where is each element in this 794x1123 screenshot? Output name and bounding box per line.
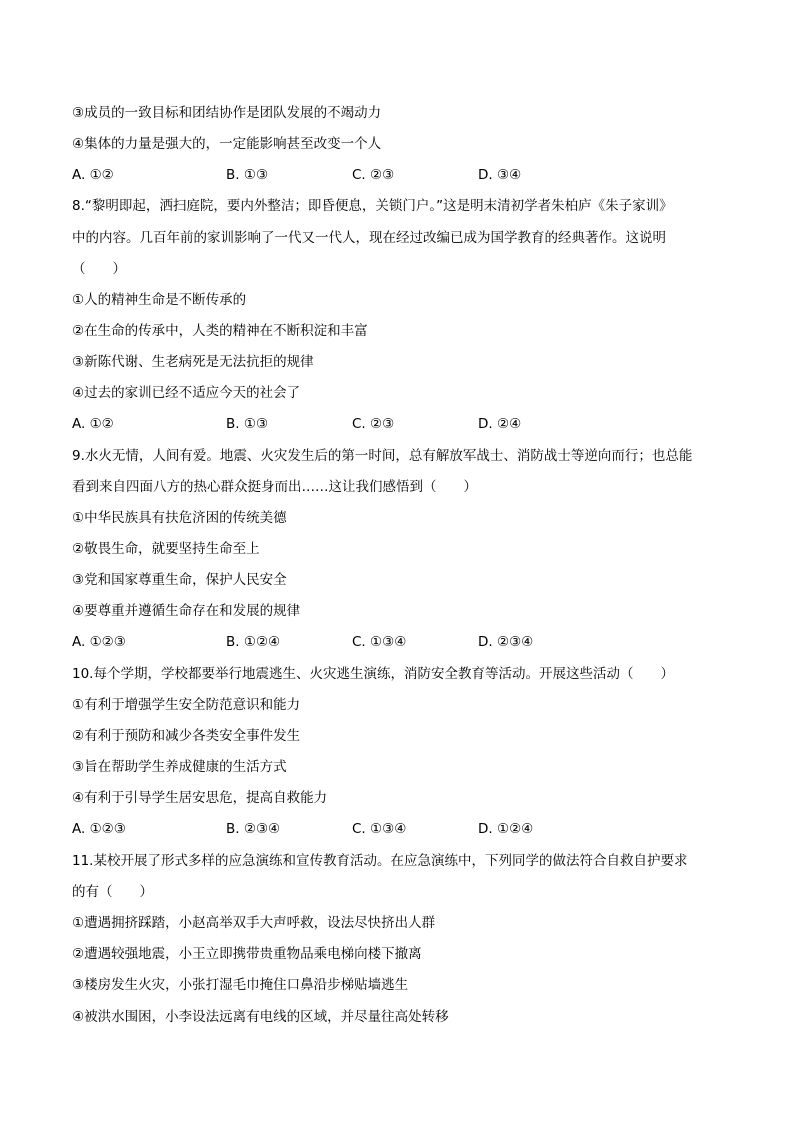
q11-stem-line1: 11.某校开展了形式多样的应急演练和宣传教育活动。在应急演练中，下列同学的做法符合自救自护要求	[72, 853, 688, 869]
q9-option-d[interactable]: D. ②③④	[478, 634, 534, 650]
q8-option-c[interactable]: C. ②③	[352, 416, 395, 432]
q7-item-4: ④集体的力量是强大的，一定能影响甚至改变一个人	[72, 136, 382, 152]
q8-stem-line2: 中的内容。几百年前的家训影响了一代又一代人，现在经过改编已成为国学教育的经典著作。这说明	[72, 230, 666, 246]
q7-option-b[interactable]: B. ①③	[226, 167, 269, 183]
q7-option-d[interactable]: D. ③④	[478, 167, 522, 183]
q11-item-4: ④被洪水围困，小李设法远离有电线的区域，并尽量往高处转移	[72, 1009, 449, 1025]
q11-item-3: ③楼房发生火灾，小张打湿毛巾掩住口鼻沿步梯贴墙逃生	[72, 977, 409, 993]
q10-item-2: ②有利于预防和减少各类安全事件发生	[72, 728, 301, 744]
q10-item-1: ①有利于增强学生安全防范意识和能力	[72, 697, 301, 713]
q8-stem-line1: 8.“黎明即起，洒扫庭院，要内外整洁；即昏便息，关锁门户。”这是明末清初学者朱柏庐《朱子家训》	[72, 198, 673, 214]
q8-option-b[interactable]: B. ①③	[226, 416, 269, 432]
q8-options	[72, 415, 732, 433]
q9-option-c[interactable]: C. ①③④	[352, 634, 407, 650]
q9-item-2: ②敬畏生命，就要坚持生命至上	[72, 541, 260, 557]
q11-stem-line2: 的有（ ）	[72, 884, 153, 900]
q9-options	[72, 633, 732, 651]
q11-item-2: ②遭遇较强地震，小王立即携带贵重物品乘电梯向楼下撤离	[72, 946, 422, 962]
q7-options	[72, 166, 732, 184]
q10-options	[72, 820, 732, 838]
q8-option-a[interactable]: A. ①②	[72, 416, 114, 432]
q9-item-3: ③党和国家尊重生命，保护人民安全	[72, 572, 287, 588]
q8-item-1: ①人的精神生命是不断传承的	[72, 292, 247, 308]
q8-item-2: ②在生命的传承中，人类的精神在不断积淀和丰富	[72, 323, 368, 339]
q9-option-b[interactable]: B. ①②④	[226, 634, 281, 650]
q8-option-d[interactable]: D. ②④	[478, 416, 522, 432]
q8-stem-line3: （ ）	[72, 261, 126, 277]
q9-option-a[interactable]: A. ①②③	[72, 634, 126, 650]
q10-option-c[interactable]: C. ①③④	[352, 821, 407, 837]
q10-option-b[interactable]: B. ②③④	[226, 821, 281, 837]
q10-item-4: ④有利于引导学生居安思危，提高自救能力	[72, 790, 328, 806]
q9-item-1: ①中华民族具有扶危济困的传统美德	[72, 510, 287, 526]
q8-item-3: ③新陈代谢、生老病死是无法抗拒的规律	[72, 354, 314, 370]
q9-stem-line2: 看到来自四面八方的热心群众挺身而出……这让我们感悟到（ ）	[72, 479, 477, 495]
q8-item-4: ④过去的家训已经不适应今天的社会了	[72, 385, 301, 401]
q7-option-c[interactable]: C. ②③	[352, 167, 395, 183]
q10-item-3: ③旨在帮助学生养成健康的生活方式	[72, 759, 287, 775]
q7-item-3: ③成员的一致目标和团结协作是团队发展的不竭动力	[72, 105, 382, 121]
q10-option-d[interactable]: D. ①②④	[478, 821, 534, 837]
q9-item-4: ④要尊重并遵循生命存在和发展的规律	[72, 603, 301, 619]
q10-option-a[interactable]: A. ①②③	[72, 821, 126, 837]
q11-item-1: ①遭遇拥挤踩踏，小赵高举双手大声呼救，设法尽快挤出人群	[72, 915, 436, 931]
q10-stem-line1: 10.每个学期，学校都要举行地震逃生、火灾逃生演练，消防安全教育等活动。开展这些活动（ ）	[72, 666, 674, 682]
q7-option-a[interactable]: A. ①②	[72, 167, 114, 183]
q9-stem-line1: 9.水火无情，人间有爱。地震、火灾发生后的第一时间，总有解放军战士、消防战士等逆向而行；也总能	[72, 448, 693, 464]
